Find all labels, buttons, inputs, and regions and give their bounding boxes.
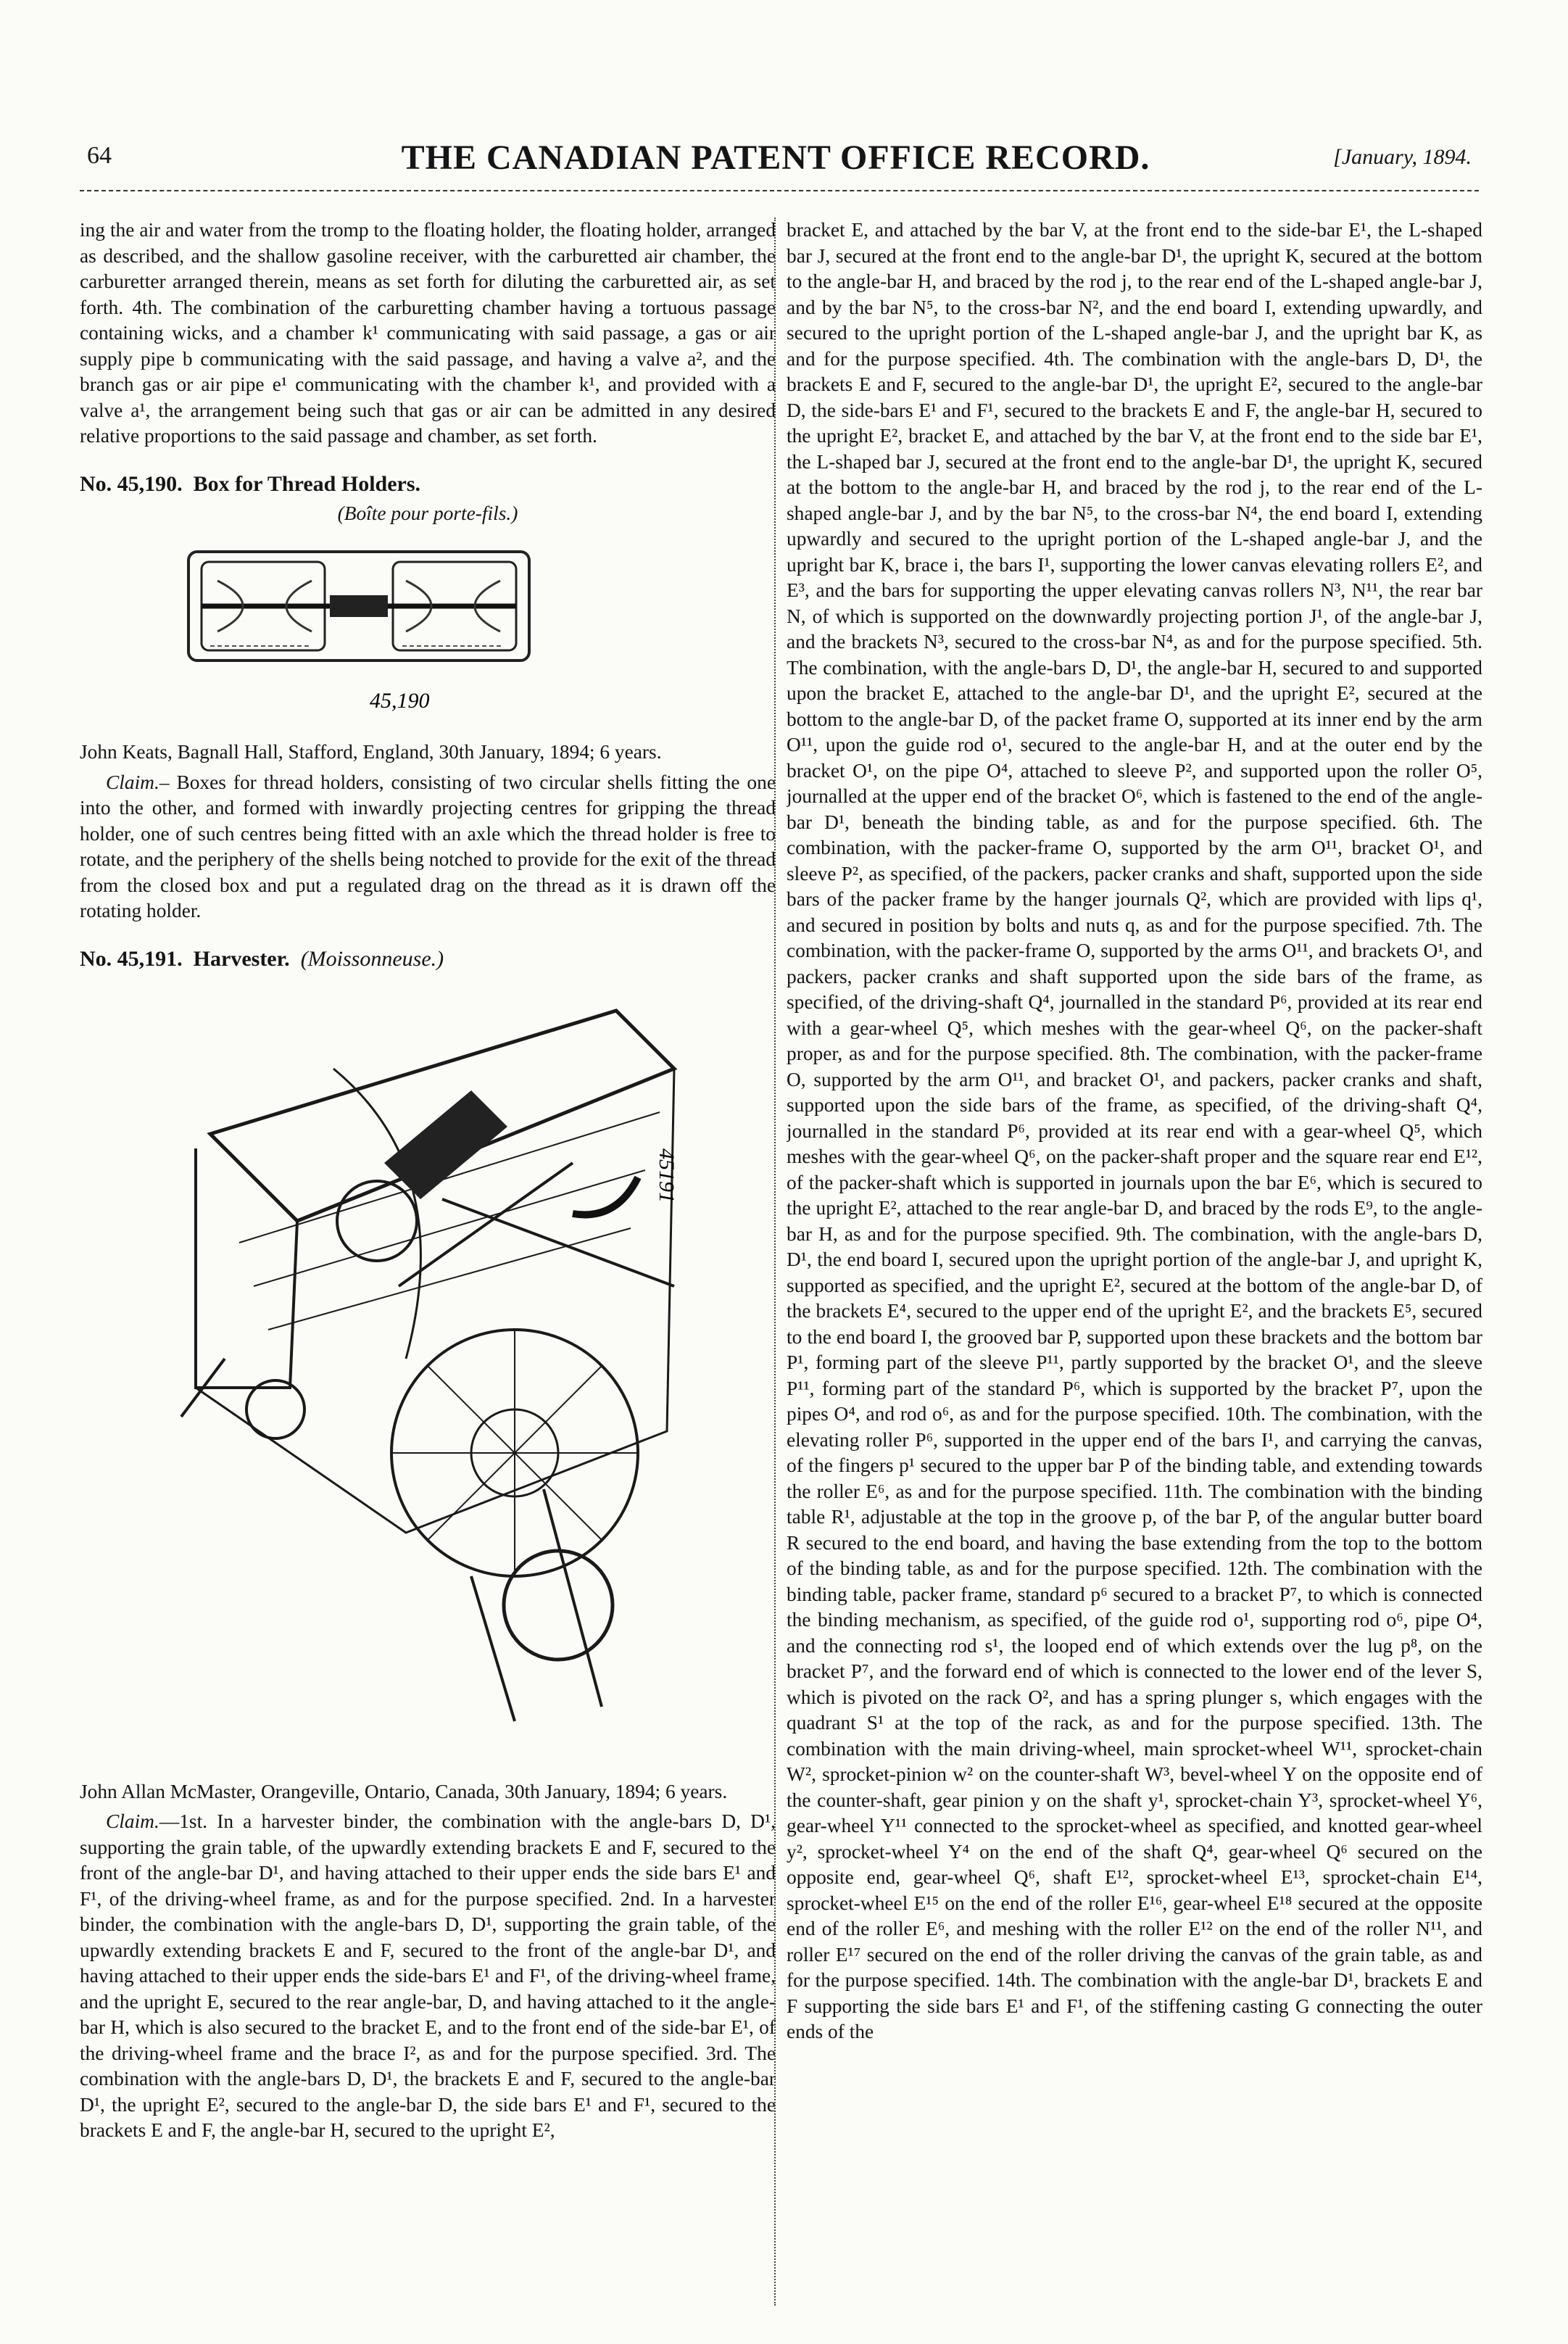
claim-paragraph [80, 770, 776, 924]
harvester-figure [167, 982, 718, 1765]
figure-label: 45,190 [370, 688, 430, 713]
patent-number: No. 45,191. [80, 946, 183, 971]
page-header [80, 138, 1472, 189]
page-number: 64 [87, 142, 112, 169]
left-column [80, 218, 776, 2306]
journal-title: THE CANADIAN PATENT OFFICE RECORD. [401, 138, 1150, 177]
inventor-line: John Allan McMaster, Orangeville, Ontario, Canada, 30th January, 1894; 6 years. [80, 1780, 728, 1802]
column-divider [774, 218, 776, 2306]
claim-text: – Boxes for thread holders, consisting of two circular shells fitting the one into the other, and formed with inwardly projecting centres for gripping the thread holder, one of such centres being fitted with an axle which the thread holder is free to rotate, and the periphery of the shells being notched to provide for the exit of the thread from the closed box and put a regulated drag on the thread as it is drawn off the rotating holder. [80, 771, 776, 922]
thread-box-figure [167, 537, 551, 726]
header-rule [80, 190, 1479, 191]
patent-heading-45191 [80, 946, 776, 972]
patent-number: No. 45,190. [80, 471, 183, 496]
patent-name: Harvester. [193, 946, 290, 971]
inventor-line: John Keats, Bagnall Hall, Stafford, England, 30th January, 1894; 6 years. [80, 741, 662, 763]
right-column [787, 218, 1482, 2306]
issue-date: [January, 1894. [1333, 145, 1472, 169]
claim-paragraph [80, 1809, 776, 2144]
patent-name: Box for Thread Holders. [193, 471, 421, 496]
claim-text: —1st. In a harvester binder, the combination with the angle-bars D, D¹, supporting the grain table, of the upwardly extending brackets E and F, secured to the front of the angle-bar D¹, and having attached to their upper ends the side bars E¹ and F¹, of the driving-wheel frame, as and for the purpose specified. 2nd. In a harvester binder, the combination with the angle-bars D, D¹, supporting the grain table, of the upwardly extending brackets E and F, secured to the front of the angle-bar D¹, and having attached to their upper ends the side-bars E¹ and F¹, of the driving-wheel frame, and the upright E, secured to the rear angle-bar, D, and having attached to it the angle-bar H, which is also secured to the bracket E, and to the front end of the side-bar E¹, of the driving-wheel frame and the brace I², as and for the purpose specified. 3rd. The combination with the angle-bars D, D¹, the brackets E and F, secured to the angle-bar D¹, the upright E², secured to the angle-bar D, the side bars E¹ and F¹, secured to the brackets E and F, the angle-bar H, secured to the upright E², [80, 1810, 776, 2141]
figure-label: 45191 [655, 1148, 679, 1203]
patent-heading-45190 [80, 471, 776, 497]
claim-label: Claim. [106, 1810, 159, 1832]
claim-label: Claim. [106, 771, 159, 793]
continued-claim-text: ing the air and water from the tromp to the floating holder, the floating holder, arranged as described, and the shallow gasoline receiver, with the carburetted air chamber, the carburetter arranged therein, means as set forth for diluting the carburetted air, as set forth. 4th. The combination of the carburetting chamber having a tortuous passage containing wicks, and a chamber k¹ communicating with said passage, a gas or air supply pipe b communicating with the said passage, and having a valve a², and the branch gas or air pipe e¹ communicating with the chamber k¹, and provided with a valve a¹, the arrangement being such that gas or air can be admitted in any desired relative proportions to the said passage and chamber, as set forth. [80, 219, 776, 447]
claim-continued-text: bracket E, and attached by the bar V, at the front end to the side-bar E¹, the L-shaped bar J, secured at the front end to the angle-bar D¹, the upright K, secured at the bottom to the angle-bar H, and braced by the rod j, to the rear end of the L-shaped angle-bar J, and by the bar N⁵, to the cross-bar N², and the end board I, extending upwardly, and secured to the upright portion of the L-shaped angle-bar J, and the upright bar K, as and for the purpose specified. 4th. The combination with the angle-bars D, D¹, the brackets E and F, secured to the angle-bar D¹, the upright E², secured to the angle-bar D, the side-bars E¹ and F¹, secured to the brackets E and F, the angle-bar H, secured to the upright E², bracket E, and attached by the bar V, at the front end to the side bar E¹, the L-shaped bar J, secured at the front end to the angle-bar D¹, the upright K, secured at the bottom to the angle-bar H, and braced by the rod j, to the rear end of the L-shaped angle-bar J, and by the bar N⁵, to the cross-bar N⁴, the end board I, extending upwardly and secured to the upright portion of the L-shaped angle-bar J, and the upright bar K, brace i, the bars I¹, supporting the lower canvas elevating rollers E², and E³, and the bars for supporting the upper elevating canvas rollers N³, N¹¹, the rear bar N, of which is supported on the downwardly projecting portion J¹, of the angle-bar J, and the brackets N³, secured to the cross-bar N⁴, as and for the purpose specified. 5th. The combination, with the angle-bars D, D¹, the angle-bar H, secured to and supported upon the bracket E, attached to the angle-bar D¹, and the upright E², secured at the bottom to the angle-bar D, of the packet frame O, supported at its inner end by the arm O¹¹, upon the guide rod o¹, secured to the angle-bar H, and at the outer end by the bracket O¹, on the pipe O⁴, attached to sleeve P², and supported upon the roller O⁵, journalled at the upper end of the bracket O⁶, which is fastened to the end of the angle-bar D¹, beneath the binding table, as and for the purpose specified. 6th. The combination, with the packer-frame O, supported by the arm O¹¹, bracket O¹, and sleeve P², as specified, of the packers, packer cranks and shaft, supported upon the side bars of the packer frame by the hanger journals Q², which are provided with lips q¹, and secured in position by bolts and nuts q, as and for the purpose specified. 7th. The combination, with the packer-frame O, supported by the arms O¹¹, and brackets O¹, and packers, packer cranks and shaft supported upon the side bars of the frame, as specified, of the driving-shaft Q⁴, journalled in the standard P⁶, provided at its rear end with a gear-wheel Q⁵, which meshes with the gear-wheel Q⁶, on the packer-shaft proper, as and for the purpose specified. 8th. The combination, with the packer-frame O, supported by the arm O¹¹, and bracket O¹, and packers, packer cranks and shaft, supported upon the side bars of the frame, as specified, of the driving-shaft Q⁴, journalled in the standard P⁶, provided at its rear end with a gear-wheel Q⁵, which meshes with the gear-wheel Q⁶, on the packer-shaft proper and the square rear end E¹², of the packer-shaft which is supported in journals upon the bar E⁶, which is secured to the upright E², attached to the rear angle-bar D, and braced by the rods E⁹, to the angle-bar H, as and for the purpose specified. 9th. The combination, with the angle-bars D, D¹, the end board I, secured upon the upright portion of the angle-bar J, and upright K, supported as specified, and the upright E², secured at the bottom of the angle-bar D, of the brackets E⁴, secured to the upper end of the upright E², and the brackets E⁵, secured to the end board I, the grooved bar P, supported upon these brackets and the bottom bar P¹, forming part of the sleeve P¹¹, partly supported by the bracket O¹, and the sleeve P¹¹, forming part of the standard P⁶, which is supported by the bracket P⁷, upon the pipes O⁴, and rod o⁶, as and for the purpose specified. 10th. The combination, with the elevating roller P⁶, supported in the upper end of the bars I¹, and carrying the canvas, of the fingers p¹ secured to the upper bar P of the binding table, and extending towards the roller E⁶, as and for the purpose specified. 11th. The combination with the binding table R¹, adjustable at the top in the groove p, of the bar P, of the angular butter board R secured to the end board, and having the base extending from the top to the bottom of the binding table, as and for the purpose specified. 12th. The combination with the binding table, packer frame, standard p⁶ secured to a bracket P⁷, to which is connected the binding mechanism, as specified, of the guide rod o¹, supporting rod o⁶, pipe O⁴, and the connecting rod s¹, the looped end of which extends over the lug p⁸, on the bracket P⁷, and the forward end of which is connected to the lower end of the lever S, which is pivoted on the rack O², and has a spring plunger s, which engages with the quadrant S¹ at the top of the rack, as and for the purpose specified. 13th. The combination with the main driving-wheel, main sprocket-wheel W¹¹, sprocket-chain W², sprocket-pinion w² on the counter-shaft W³, bevel-wheel Y on the opposite end of the counter-shaft, gear pinion y on the shaft y¹, sprocket-chain Y³, sprocket-wheel Y⁶, gear-wheel Y¹¹ connected to the sprocket-wheel as specified, and knotted gear-wheel y², sprocket-wheel Y⁴ on the end of the shaft Q⁴, gear-wheel Q⁶ secured on the opposite end, gear-wheel Q⁶, shaft E¹², sprocket-wheel E¹³, sprocket-chain E¹⁴, sprocket-wheel E¹⁵ on the end of the roller E¹⁶, gear-wheel E¹⁸ secured at the opposite end of the roller E⁶, and meshing with the roller E¹² on the end of the roller N¹¹, and roller E¹⁷ secured on the end of the roller driving the canvas of the grain table, as and for the purpose specified. 14th. The combination with the angle-bar D¹, brackets E and F supporting the side bars E¹ and F¹, of the stiffening casting G connecting the outer ends of the [787, 219, 1482, 2042]
patent-french-title: (Moissonneuse.) [300, 946, 444, 971]
patent-french-title: (Boîte pour porte-fils.) [337, 502, 518, 524]
